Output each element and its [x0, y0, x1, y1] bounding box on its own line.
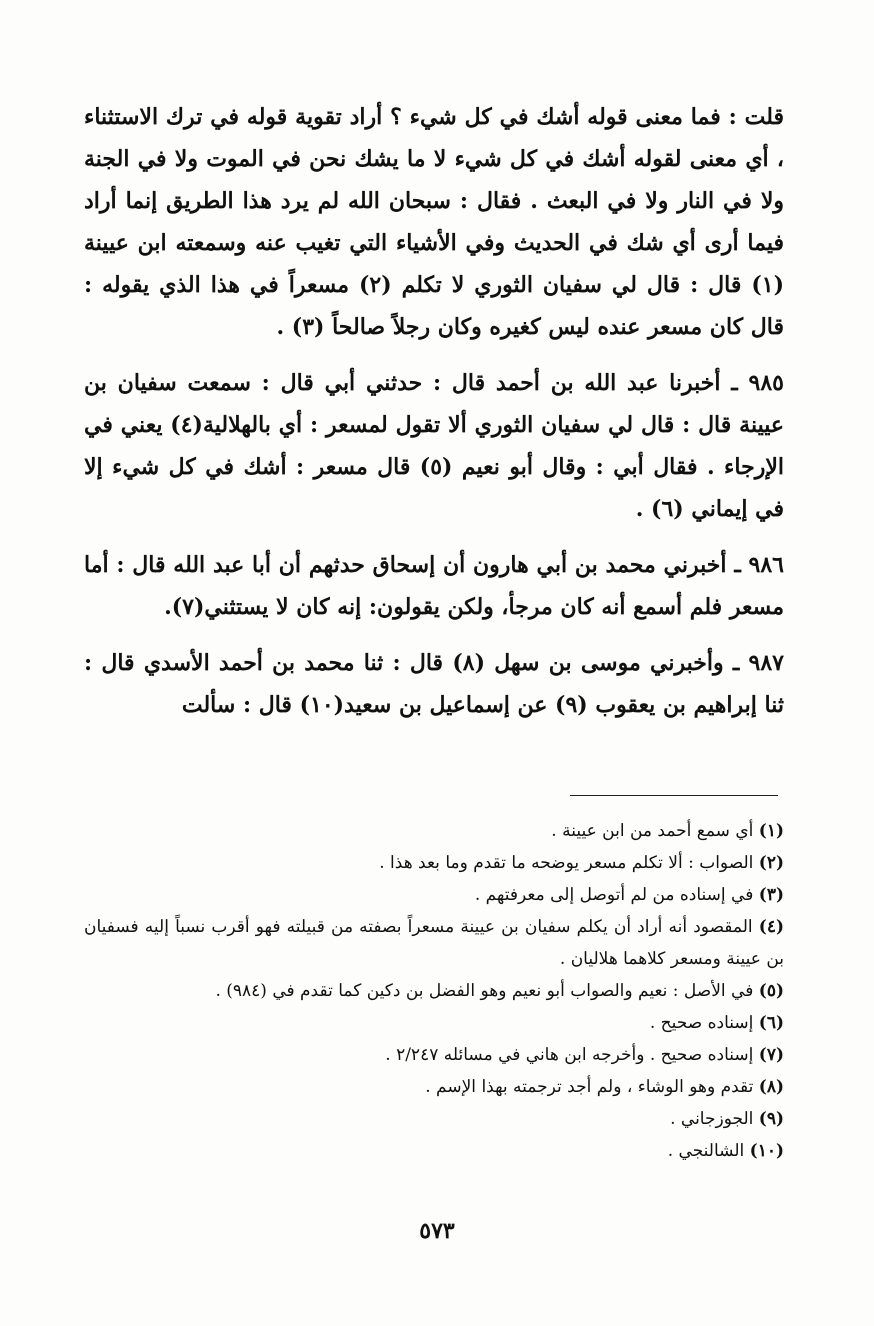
footnote-3 [84, 879, 784, 911]
entry-985 [84, 362, 784, 530]
footnote-1 [84, 815, 784, 847]
footnote-2 [84, 847, 784, 879]
footnote-text: الصواب : ألا تكلم مسعر يوضحه ما تقدم وما بعد هذا . [379, 853, 754, 873]
footnote-number: (٣) [758, 885, 784, 905]
footnote-6 [84, 1007, 784, 1039]
footnote-number: (٨) [758, 1077, 784, 1097]
footnote-7 [84, 1039, 784, 1071]
entry-987 [84, 642, 784, 726]
footnote-text: المقصود أنه أراد أن يكلم سفيان بن عيينة مسعراً بصفته من قبيلته فهو أقرب نسباً إليه فسفيان بن عيينة ومسعر كلاهما هلاليان . [84, 917, 784, 969]
footnotes [84, 815, 784, 1167]
footnote-number: (٢) [758, 853, 784, 873]
footnote-text: إسناده صحيح . وأخرجه ابن هاني في مسائله ٢/٢٤٧ . [385, 1045, 754, 1065]
footnote-number: (٥) [758, 981, 784, 1001]
footnote-text: أي سمع أحمد من ابن عيينة . [551, 821, 754, 841]
footnote-text: تقدم وهو الوشاء ، ولم أجد ترجمته بهذا الإسم . [425, 1077, 754, 1097]
footnote-9 [84, 1103, 784, 1135]
paragraph-opening: قلت : فما معنى قوله أشك في كل شيء ؟ أراد تقوية قوله في ترك الاستثناء ، أي معنى لقوله أشك في كل شيء لا ما يشك نحن في الموت ولا في الجنة ولا في النار ولا في البعث . فقال : سبحان الله لم يرد هذا الطريق إنما أراد فيما أرى أي شك في الحديث وفي الأشياء التي تغيب عنه وسمعته ابن عيينة (١) قال : قال لي سفيان الثوري لا تكلم (٢) مسعراً في هذا الذي يقوله : قال كان مسعر عنده ليس كغيره وكان رجلاً صالحاً (٣) . [84, 104, 785, 340]
footnote-number: (٩) [758, 1109, 784, 1129]
entry-text: وأخبرني موسى بن سهل (٨) قال : ثنا محمد بن أحمد الأسدي قال : ثنا إبراهيم بن يعقوب (٩) عن إسماعيل بن سعيد(١٠) قال : سألت [84, 650, 784, 718]
footnote-number: (١) [758, 821, 784, 841]
footnote-text: في إسناده من لم أتوصل إلى معرفتهم . [474, 885, 754, 905]
footnote-number: (١٠) [749, 1141, 784, 1161]
footnote-8 [84, 1071, 784, 1103]
entry-text: أخبرني محمد بن أبي هارون أن إسحاق حدثهم أن أبا عبد الله قال : أما مسعر فلم أسمع أنه كان مرجأ، ولكن يقولون: إنه كان لا يستثني(٧). [84, 552, 784, 620]
footnote-number: (٧) [758, 1045, 784, 1065]
footnote-number: (٦) [758, 1013, 784, 1033]
footnote-text: الجوزجاني . [670, 1109, 754, 1129]
footnote-divider [570, 795, 778, 796]
footnote-number: (٤) [758, 917, 784, 937]
footnote-4 [84, 911, 784, 975]
entry-number: ٩٨٥ ـ [731, 370, 784, 396]
entry-text: أخبرنا عبد الله بن أحمد قال : حدثني أبي قال : سمعت سفيان بن عيينة قال : قال لي سفيان الثوري ألا تقول لمسعر : أي بالهلالية(٤) يعني في الإرجاء . فقال أبي : وقال أبو نعيم (٥) قال مسعر : أشك في كل شيء إلا في إيماني (٦) . [84, 370, 784, 522]
footnote-text: إسناده صحيح . [649, 1013, 754, 1033]
footnote-text: الشالنجي . [667, 1141, 745, 1161]
footnote-5 [84, 975, 784, 1007]
footnote-text: في الأصل : نعيم والصواب أبو نعيم وهو الفضل بن دكين كما تقدم في (٩٨٤) . [215, 981, 754, 1001]
entry-number: ٩٨٦ ـ [734, 552, 784, 578]
footnote-10 [84, 1135, 784, 1167]
main-text [84, 96, 784, 740]
page-number: ٥٧٣ [419, 1218, 455, 1244]
entry-986 [84, 544, 784, 628]
entry-number: ٩٨٧ ـ [732, 650, 784, 676]
